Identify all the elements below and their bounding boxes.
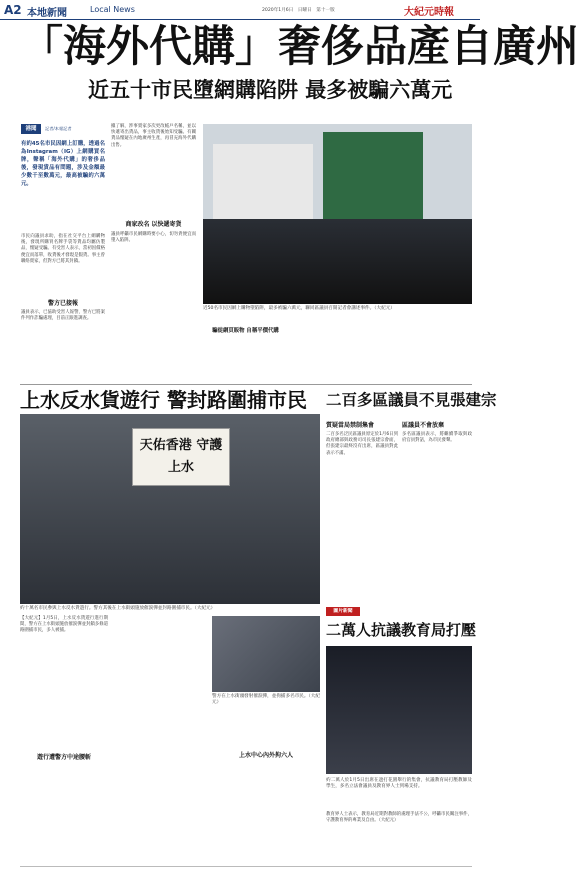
page-code: A2: [4, 3, 22, 17]
story4-rally-photo: [326, 646, 472, 774]
press-photo-caption: 近50名市民因網上購物墮陷阱，最多被騙六萬元，聯同區議員召開記者會講述事件。（大紀元）: [203, 306, 395, 311]
byline-box: [21, 124, 105, 134]
story3-body: 二百多名泛民區議員原定於1月6日到政府總部與政務司司長張建宗會面，但張建宗最終沒有出席，區議員對此表示不滿。: [326, 432, 398, 456]
body-paragraph-mid: 據了解，涉事賣家多次更改帳戶名稱，並以快遞寄出貨品，事主收貨後始知受騙。有關貨品懷疑在內地廣州生產，再冒充海外代購出售。: [111, 124, 196, 148]
story3-subhead: 質疑當局禁制集會: [326, 422, 375, 429]
main-subheadline: 近五十市民墮網購陷阱 最多被騙六萬元: [88, 78, 453, 102]
story2-photo-caption: 約十萬名市民參與上水反水貨遊行。警方其後在上水街頭施放催淚彈並封路圍捕市民。（大紀元）: [20, 606, 216, 611]
story3-headline: 二百多區議員不見張建宗: [326, 391, 497, 409]
story2-inset-photo: [212, 616, 320, 692]
story2-subhead-2: 上水中心內外拘六人: [238, 752, 293, 759]
story3-body-2: 多名區議員表示，將繼續爭取與政府官員對話，為市民發聲。: [402, 432, 472, 444]
story2-headline: 上水反水貨遊行 警封路圍捕市民: [20, 388, 307, 412]
byline-tag: 港聞: [21, 124, 41, 134]
story2-photo: [20, 414, 320, 604]
body-paragraph-left: 市民向議員求助，指在社交平台上網購物後，發現所購買名牌手袋等貨品均屬仿製品，懷疑受騙。有受害人表示，當初因價格便宜而落單，收貨後才發現是假貨。事主曾聯絡賣家，但對方已將其封鎖。: [21, 234, 105, 264]
protest-sign-text: 天佑香港 守護上水: [139, 438, 223, 475]
body-paragraph-left-2: 議員表示，已協助受害人報警，警方已將案件列作詐騙處理，目前正跟進調查。: [21, 310, 105, 322]
press-conference-photo: [203, 124, 472, 304]
page-header: [0, 0, 480, 20]
story2-body: 【大紀元】1月5日，上水反水貨遊行進行期間，警方在上水街頭施放催淚彈並封鎖多條道路圍捕市民，多人被捕。: [20, 616, 108, 634]
section-title-cn: 本地新聞: [27, 8, 67, 19]
left-subhead: 警方已接報: [47, 300, 78, 307]
paper-masthead: 大紀元時報: [404, 7, 454, 18]
section-title-en: Local News: [90, 5, 135, 14]
story4-body: 教育界人士表示，教育局近期對教師的處理手法不公，呼籲市民關注事件，守護教育界的專業及自由。（大紀元）: [326, 812, 472, 824]
story3-subhead-2: 區議員不會放棄: [402, 422, 445, 429]
issue-date: 2020年1月6日 日曜日 第十一版: [262, 8, 335, 13]
story2-inset-caption: 警方在上水街頭發射催淚彈，並拘捕多名市民。（大紀元）: [212, 694, 320, 705]
people-silhouettes: [203, 219, 472, 304]
section-divider: [20, 384, 472, 385]
body-paragraph-mid-2: 議員呼籲市民網購時要小心，切勿貪便宜而墮入陷阱。: [111, 232, 196, 244]
main-headline: 「海外代購」奢侈品產自廣州: [20, 22, 579, 72]
story4-photo-caption: 約二萬人於1月5日出席在遮打花園舉行的集會，抗議教育局打壓教師及學生，多名立法會議員及教育界人士到場支持。: [326, 778, 472, 789]
byline-detail: 記者/本報記者: [45, 126, 72, 131]
mid-subhead: 商家改名 以快遞寄貨: [125, 221, 182, 228]
story4-label: 圖片新聞: [326, 607, 360, 616]
footer-rule: [20, 866, 472, 867]
story4-headline: 二萬人抗議教育局打壓: [326, 621, 477, 639]
mid-section-subhead: 騙徒網頁販物 自稱平價代購: [212, 328, 279, 334]
story2-subhead: 遊行遭警方中途腰斬: [36, 754, 91, 761]
lead-paragraph: 有約45名市民因網上訂購，透過名為Instagram（IG）上網購買名牌，聲稱「海外代購」的奢侈品後，發現貨品有問題，涉及金額最少數千至數萬元，最高被騙約六萬元。: [21, 141, 105, 187]
protest-sign: [132, 428, 230, 486]
